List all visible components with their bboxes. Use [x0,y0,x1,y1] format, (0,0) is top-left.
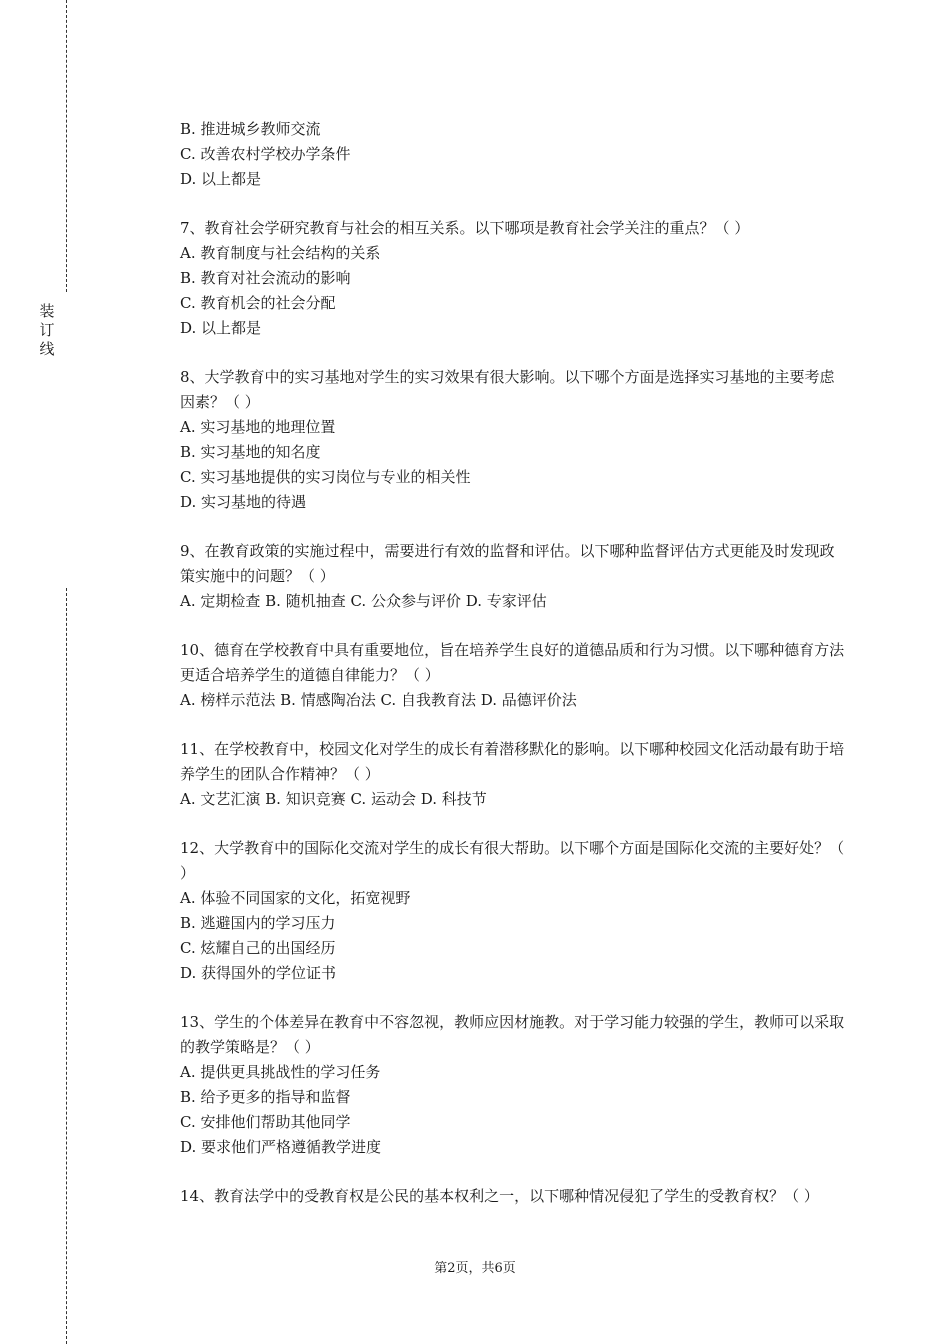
question-block-14 [180,1184,845,1209]
option-d: D. 实习基地的待遇 [180,493,307,511]
question-block-11 [180,737,845,812]
question-block-9 [180,539,845,614]
question-block-8 [180,365,845,515]
option-b: B. 教育对社会流动的影响 [180,269,351,287]
question-block-7 [180,216,845,341]
option-d: D. 以上都是 [180,170,262,188]
question-text: 11、在学校教育中，校园文化对学生的成长有着潜移默化的影响。以下哪种校园文化活动最有助于培养学生的团队合作精神？（ ） [180,740,845,783]
question-text: 14、教育法学中的受教育权是公民的基本权利之一，以下哪种情况侵犯了学生的受教育权？（ ） [180,1187,819,1205]
option-c: C. 改善农村学校办学条件 [180,145,351,163]
option-c: C. 实习基地提供的实习岗位与专业的相关性 [180,468,471,486]
option-d: D. 要求他们严格遵循教学进度 [180,1138,382,1156]
question-text: 8、大学教育中的实习基地对学生的实习效果有很大影响。以下哪个方面是选择实习基地的主要考虑因素？（ ） [180,368,835,411]
question-text: 10、德育在学校教育中具有重要地位，旨在培养学生良好的道德品质和行为习惯。以下哪种德育方法更适合培养学生的道德自律能力？（ ） [180,641,845,684]
option-c: C. 炫耀自己的出国经历 [180,939,336,957]
question-text: 9、在教育政策的实施过程中，需要进行有效的监督和评估。以下哪种监督评估方式更能及时发现政策实施中的问题？（ ） [180,542,835,585]
binding-line-top [66,0,67,292]
question-block-13 [180,1010,845,1160]
question-text: 12、大学教育中的国际化交流对学生的成长有很大帮助。以下哪个方面是国际化交流的主要好处？（ ） [180,839,845,882]
option-c: C. 教育机会的社会分配 [180,294,336,312]
option-b: B. 推进城乡教师交流 [180,120,321,138]
options-inline: A. 榜样示范法 B. 情感陶冶法 C. 自我教育法 D. 品德评价法 [180,691,577,709]
options-inline: A. 定期检查 B. 随机抽查 C. 公众参与评价 D. 专家评估 [180,592,547,610]
page-number: 第2页，共6页 [434,1261,516,1276]
option-d: D. 以上都是 [180,319,262,337]
question-text: 13、学生的个体差异在教育中不容忽视，教师应因材施教。对于学习能力较强的学生，教师可以采取的教学策略是？（ ） [180,1013,845,1056]
option-a: A. 教育制度与社会结构的关系 [180,244,381,262]
question-list [180,117,845,1209]
option-b: B. 给予更多的指导和监督 [180,1088,351,1106]
option-a: A. 体验不同国家的文化，拓宽视野 [180,889,411,907]
question-block-10 [180,638,845,713]
option-a: A. 提供更具挑战性的学习任务 [180,1063,381,1081]
option-a: A. 实习基地的地理位置 [180,418,336,436]
question-text: 7、教育社会学研究教育与社会的相互关系。以下哪项是教育社会学关注的重点？（ ） [180,219,750,237]
options-inline: A. 文艺汇演 B. 知识竞赛 C. 运动会 D. 科技节 [180,790,487,808]
option-b: B. 实习基地的知名度 [180,443,321,461]
question-block-12 [180,836,845,986]
option-b: B. 逃避国内的学习压力 [180,914,336,932]
binding-line-bottom [66,588,67,1344]
question-block-6-continued [180,117,845,192]
option-c: C. 安排他们帮助其他同学 [180,1113,351,1131]
option-d: D. 获得国外的学位证书 [180,964,337,982]
binding-label: 装订线 [39,302,55,358]
